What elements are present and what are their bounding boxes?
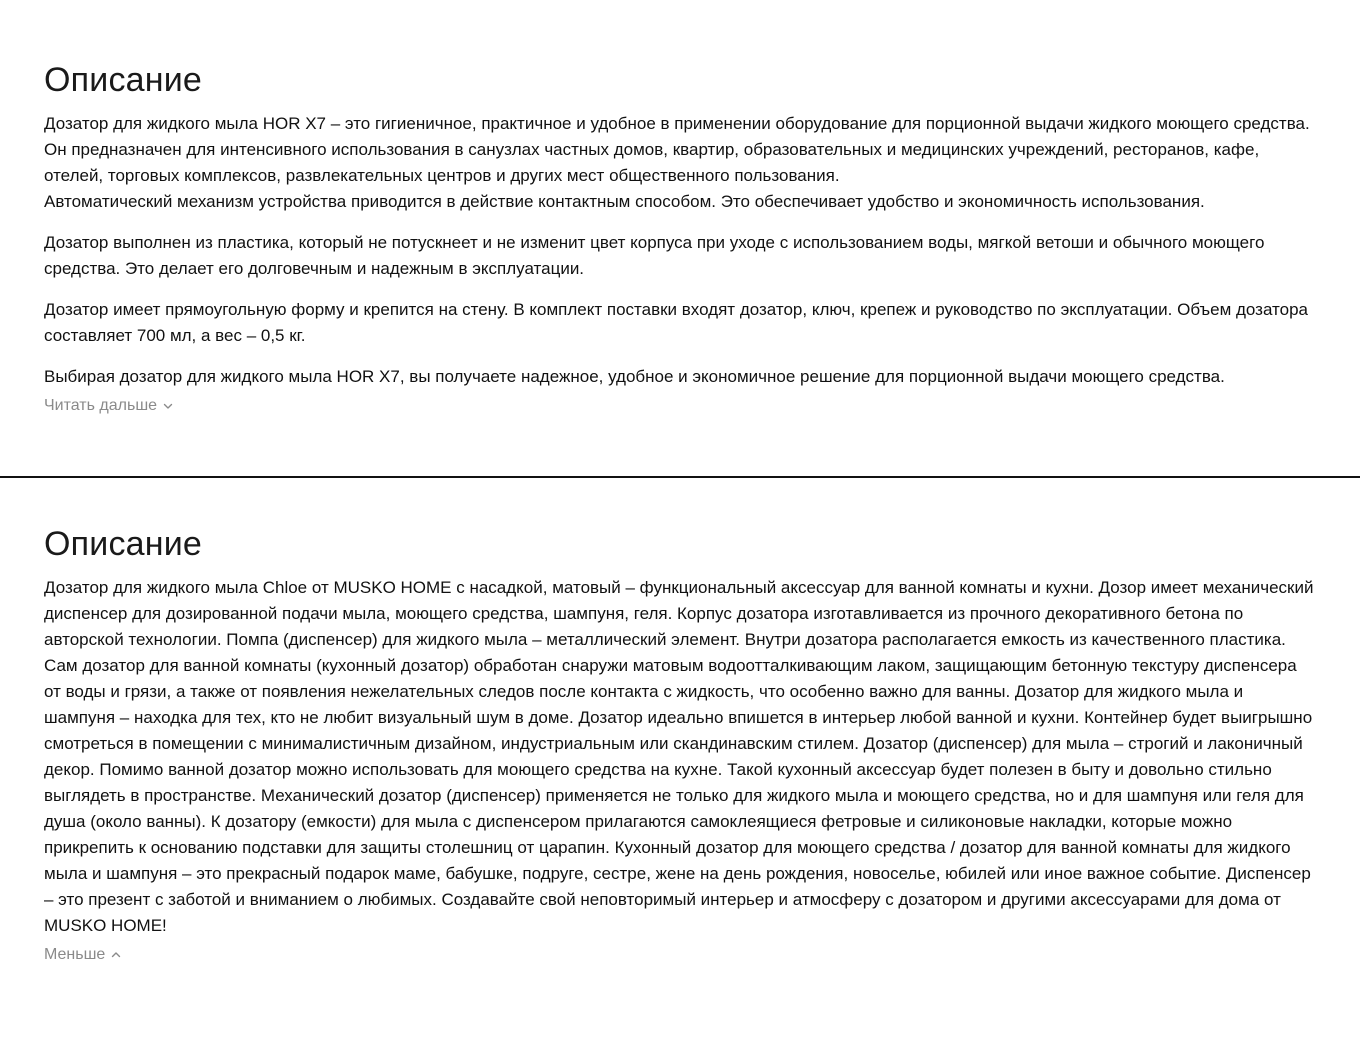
show-less-label: Меньше [44, 946, 106, 963]
description-paragraph: Дозатор имеет прямоугольную форму и крепится на стену. В комплект поставки входят дозатор, ключ, крепеж и руководство по эксплуатации. Объем дозатора составляет 700 мл, а вес – 0,5 кг. [44, 300, 1309, 345]
show-less-button[interactable] [44, 943, 122, 967]
section-title: Описание [44, 525, 203, 563]
section-title: Описание [44, 61, 203, 99]
chevron-down-icon [162, 400, 174, 412]
description-paragraph: Дозатор выполнен из пластика, который не потускнеет и не изменит цвет корпуса при уходе с использованием воды, мягкой ветоши и обычного моющего средства. Это делает его долговечным и надежным в эксплуатации. [44, 233, 1265, 278]
chevron-up-icon [110, 949, 122, 961]
read-more-button[interactable] [44, 394, 174, 418]
description-paragraph: Дозатор для жидкого мыла Chloe от MUSKO HOME с насадкой, матовый – функциональный аксессуар для ванной комнаты и кухни. Дозор имеет механический диспенсер для дозированной подачи мыла, моющего средства, шампуня, геля. Корпус дозатора изготавливается из прочного декоративного бетона по авторской технологии. Помпа (диспенсер) для жидкого мыла – металлический элемент. Внутри дозатора располагается емкость из качественного пластика. Сам дозатор для ванной комнаты (кухонный дозатор) обработан снаружи матовым водоотталкивающим лаком, защищающим бетонную текстуру диспенсера от воды и грязи, а также от появления нежелательных следов после контакта с жидкость, что особенно важно для ванны. Дозатор для жидкого мыла и шампуня – находка для тех, кто не любит визуальный шум в доме. Дозатор идеально впишется в интерьер любой ванной и кухни. Контейнер будет выигрышно смотреться в помещении с минималистичным дизайном, индустриальным или скандинавским стилем. Дозатор (диспенсер) для мыла – строгий и лаконичный декор. Помимо ванной дозатор можно использовать для моющего средства на кухне. Такой кухонный аксессуар будет полезен в быту и довольно стильно выглядеть в пространстве. Механический дозатор (диспенсер) применяется не только для жидкого мыла и моющего средства, но и для шампуня или геля для душа (около ванны). К дозатору (емкости) для мыла с диспенсером прилагаются самоклеящиеся фетровые и силиконовые накладки, которые можно прикрепить к основанию подставки для защиты столешниц от царапин. Кухонный дозатор для моющего средства / дозатор для ванной комнаты для жидкого мыла и шампуня – это прекрасный подарок маме, бабушке, подруге, сестре, жене на день рождения, новоселье, юбилей или иное важное событие. Диспенсер – это презент с заботой и вниманием о любимых. Создавайте свой неповторимый интерьер и атмосферу с дозатором и другими аксессуарами для дома от MUSKO HOME! [44, 578, 1314, 935]
description-block-top [0, 0, 1360, 476]
description-block-bottom [0, 478, 1360, 967]
description-paragraph: Дозатор для жидкого мыла HOR X7 – это гигиеничное, практичное и удобное в применении оборудование для порционной выдачи жидкого моющего средства. Он предназначен для интенсивного использования в санузлах частных домов, квартир, образовательных и медицинских учреждений, ресторанов, кафе, отелей, торговых комплексов, развлекательных центров и других мест общественного пользования. Автоматический механизм устройства приводится в действие контактным способом. Это обеспечивает удобство и экономичность использования. [44, 114, 1310, 211]
description-paragraph: Выбирая дозатор для жидкого мыла HOR X7, вы получаете надежное, удобное и экономичное решение для порционной выдачи моющего средства. [44, 367, 1225, 386]
read-more-label: Читать дальше [44, 397, 158, 414]
